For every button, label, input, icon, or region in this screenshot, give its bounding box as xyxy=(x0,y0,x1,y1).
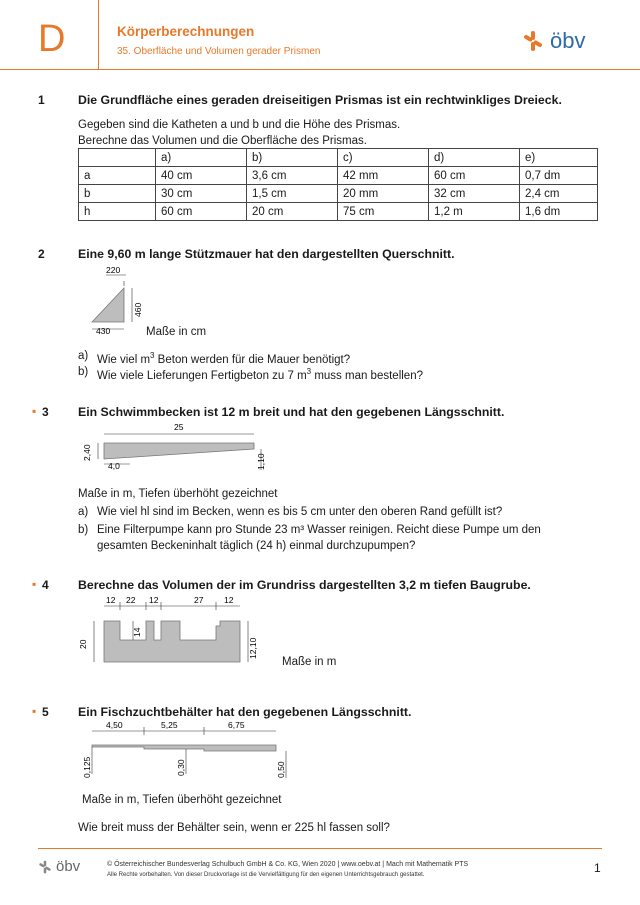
dim-bottom: 430 xyxy=(96,326,111,336)
table-cell: 60 cm xyxy=(429,167,520,185)
table-cell: 32 cm xyxy=(429,185,520,203)
footer-logo xyxy=(38,858,80,875)
task1-table xyxy=(78,148,598,221)
header-divider-horizontal xyxy=(0,69,640,70)
dim-w2: 22 xyxy=(126,595,136,605)
table-header-cell: c) xyxy=(338,149,429,167)
task2-heading: Eine 9,60 m lange Stützmauer hat den dargestellten Querschnitt. xyxy=(78,247,455,261)
dim-flat: 4,0 xyxy=(108,461,120,471)
dim-l3: 6,75 xyxy=(228,720,245,730)
table-cell: 30 cm xyxy=(156,185,247,203)
table-row xyxy=(79,203,598,221)
task1-line1: Gegeben sind die Katheten a und b und die Höhe des Prismas. xyxy=(78,119,401,131)
dim-l2: 5,25 xyxy=(161,720,178,730)
logo-text: öbv xyxy=(550,28,586,53)
table-cell: 1,2 m xyxy=(429,203,520,221)
task4-number: 4 xyxy=(42,578,49,592)
table-cell: 75 cm xyxy=(338,203,429,221)
table-header-cell: d) xyxy=(429,149,520,167)
task3-marker: ▪ xyxy=(32,404,37,418)
dim-d3: 0,50 xyxy=(276,761,286,778)
task1-line2: Berechne das Volumen und die Oberfläche des Prismas. xyxy=(78,135,367,147)
page-subtitle: 35. Oberfläche und Volumen gerader Prismen xyxy=(117,46,321,57)
page-number: 1 xyxy=(594,861,601,875)
dim-length: 25 xyxy=(174,422,184,432)
task2-qa-label: a) xyxy=(78,350,89,362)
footer-divider xyxy=(38,848,602,849)
task2-qb-label: b) xyxy=(78,366,89,378)
table-cell: 20 cm xyxy=(247,203,338,221)
chapter-letter: D xyxy=(38,18,66,60)
table-cell: a xyxy=(79,167,156,185)
dim-right-depth: 1,10 xyxy=(256,453,266,470)
footer-rights: Alle Rechte vorbehalten. Von dieser Druckvorlage ist die Vervielfältigung für den eigenen Unterrichtsgebrauch gestattet. xyxy=(107,872,425,878)
task1-heading: Die Grundfläche eines geraden dreiseitigen Prismas ist ein rechtwinkliges Dreieck. xyxy=(78,93,562,107)
task3-question-b-line1: Eine Filterpumpe kann pro Stunde 23 m³ Wasser reinigen. Reicht diese Pumpe um den xyxy=(97,524,541,536)
table-cell: 3,6 cm xyxy=(247,167,338,185)
task4-heading: Berechne das Volumen der im Grundriss dargestellten 3,2 m tiefen Baugrube. xyxy=(78,578,531,592)
pool-cross-section xyxy=(104,443,254,459)
table-cell: 1,5 cm xyxy=(247,185,338,203)
asterisk-footer-icon xyxy=(38,860,52,874)
publisher-logo xyxy=(522,28,585,54)
table-header-row xyxy=(79,149,598,167)
pool-figure xyxy=(82,420,268,472)
table-cell: h xyxy=(79,203,156,221)
tank-figure xyxy=(76,718,296,784)
table-header-cell: e) xyxy=(520,149,598,167)
dim-left-depth: 2,40 xyxy=(82,444,92,461)
table-header-cell: b) xyxy=(247,149,338,167)
dim-d1: 0,125 xyxy=(82,756,92,778)
table-header-cell: a) xyxy=(156,149,247,167)
table-cell: 60 cm xyxy=(156,203,247,221)
pit-figure xyxy=(74,594,274,668)
dim-w5: 12 xyxy=(224,595,234,605)
dim-w3: 12 xyxy=(149,595,159,605)
task3-question-a: Wie viel hl sind im Becken, wenn es bis 5 cm unter den oberen Rand gefüllt ist? xyxy=(97,506,503,518)
retaining-wall-figure xyxy=(84,263,144,339)
table-cell: 2,4 cm xyxy=(520,185,598,203)
wall-cross-section xyxy=(92,288,124,322)
task5-unit: Maße in m, Tiefen überhöht gezeichnet xyxy=(82,794,282,806)
table-cell: 1,6 dm xyxy=(520,203,598,221)
table-header-cell xyxy=(79,149,156,167)
header-divider-vertical xyxy=(98,0,99,70)
task5-marker: ▪ xyxy=(32,704,37,718)
dim-h-notch: 14 xyxy=(132,627,142,637)
dim-height: 460 xyxy=(133,302,143,317)
table-cell: 40 cm xyxy=(156,167,247,185)
task4-unit: Maße in m xyxy=(282,656,337,668)
task2-number: 2 xyxy=(38,247,45,261)
dim-h-total: 20 xyxy=(78,639,88,649)
dim-h-right: 12,10 xyxy=(248,637,258,659)
task3-qa-label: a) xyxy=(78,506,89,518)
task3-qb-label: b) xyxy=(78,524,89,536)
dim-w1: 12 xyxy=(106,595,116,605)
task5-question: Wie breit muss der Behälter sein, wenn er 225 hl fassen soll? xyxy=(78,822,390,834)
table-cell: b xyxy=(79,185,156,203)
task3-number: 3 xyxy=(42,405,49,419)
asterisk-logo-icon xyxy=(522,30,544,52)
task1-number: 1 xyxy=(38,93,45,107)
task5-heading: Ein Fischzuchtbehälter hat den gegebenen Längsschnitt. xyxy=(78,705,412,719)
table-row xyxy=(79,185,598,203)
task5-number: 5 xyxy=(42,705,49,719)
dim-top: 220 xyxy=(106,265,121,275)
task2-question-b: Wie viele Lieferungen Fertigbeton zu 7 $m^3$ muss man bestellen? xyxy=(97,367,423,382)
table-row xyxy=(79,167,598,185)
dim-w4: 27 xyxy=(194,595,204,605)
task2-question-a: Wie viel $m^3$ Beton werden für die Mauer benötigt? xyxy=(97,351,351,366)
task3-heading: Ein Schwimmbecken ist 12 m breit und hat den gegebenen Längsschnitt. xyxy=(78,405,505,419)
task2-unit: Maße in cm xyxy=(146,326,207,338)
dim-l1: 4,50 xyxy=(106,720,123,730)
task3-unit: Maße in m, Tiefen überhöht gezeichnet xyxy=(78,488,278,500)
footer-logo-text: öbv xyxy=(56,858,81,875)
table-cell: 42 mm xyxy=(338,167,429,185)
pit-floor-plan xyxy=(104,621,240,662)
table-cell: 20 mm xyxy=(338,185,429,203)
dim-d2: 0,30 xyxy=(176,759,186,776)
tank-cross-section xyxy=(92,745,276,751)
task3-question-b-line2: gesamten Beckeninhalt täglich (24 h) einmal durchzupumpen? xyxy=(97,540,416,552)
task4-marker: ▪ xyxy=(32,577,37,591)
footer-copyright: © Österreichischer Bundesverlag Schulbuch GmbH & Co. KG, Wien 2020 | www.oebv.at | Mach mit Mathematik PTS xyxy=(107,861,469,868)
page-title: Körperberechnungen xyxy=(117,24,255,39)
table-cell: 0,7 dm xyxy=(520,167,598,185)
